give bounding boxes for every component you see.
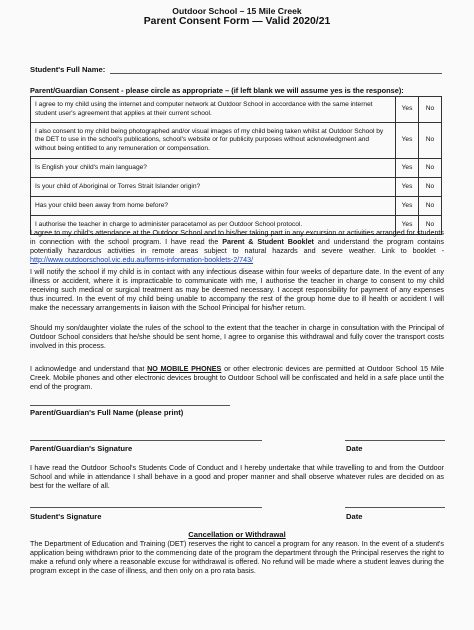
guardian-name-label: Parent/Guardian's Full Name (please print) <box>30 408 184 417</box>
guardian-signature-label: Parent/Guardian's Signature <box>30 444 133 453</box>
yes-option[interactable]: Yes <box>396 197 419 216</box>
consent-question: I also consent to my child being photographed and/or visual images of my child being taken whilst at Outdoor School by the DET to use in the school's publications, school's website or for publicity purposes without acknowledgment and without being entitled to any remuneration or compensation. <box>31 123 396 159</box>
table-row <box>31 97 442 123</box>
attendance-paragraph <box>30 229 444 265</box>
no-option[interactable]: No <box>419 197 442 216</box>
cancellation-paragraph: The Department of Education and Training (DET) reserves the right to cancel a program for any reason. In the event of a student's application being withdrawn prior to the commencing date of the program the department through the Principal reserves the right to make a refund only where a reasonable excuse for withdrawal is offered. No refund will be made where a student leaves during the program except in the case of illness, and then only on a pro rata basis. <box>30 540 444 575</box>
no-option[interactable]: No <box>419 123 442 159</box>
yes-option[interactable]: Yes <box>396 159 419 178</box>
yes-option[interactable]: Yes <box>396 123 419 159</box>
yes-option[interactable]: Yes <box>396 178 419 197</box>
guardian-name-field[interactable] <box>30 405 230 406</box>
form-title: Parent Consent Form — Valid 2020/21 <box>143 16 331 27</box>
consent-table <box>30 96 442 235</box>
form-subtitle: Outdoor School – 15 Mile Creek <box>172 6 302 16</box>
no-option[interactable]: No <box>419 216 442 235</box>
guardian-date-field[interactable] <box>345 440 445 441</box>
guardian-signature-field[interactable] <box>30 440 262 441</box>
consent-question: I agree to my child using the internet and computer network at Outdoor School in accordance with the same internet student user's agreement that applies at their current school. <box>31 97 396 123</box>
no-mobile-phones-notice: NO MOBILE PHONES <box>147 365 222 373</box>
no-option[interactable]: No <box>419 159 442 178</box>
booklet-link[interactable]: http://www.outdoorschool.vic.edu.au/forms-information-booklets-2/743/ <box>30 255 254 264</box>
medical-paragraph: I will notify the school if my child is in contact with any infectious disease within four weeks of departure date. In the event of any illness or accident, where it is impracticable to communicate with me, I authorise the teacher in charge to consent to my child receiving such medical or surgical treatment as may be deemed necessary. I accept responsibility for payment of any expenses thus incurred. In the event of my child being unable to accompany the rest of the group home due to ill health or accident I will make the necessary arrangements in liaison with the School Principal for his/her return. <box>30 268 444 312</box>
table-row <box>31 159 442 178</box>
date-label: Date <box>346 512 363 521</box>
consent-question: I authorise the teacher in charge to administer paracetamol as per Outdoor School protocol. <box>31 216 396 235</box>
yes-option[interactable]: Yes <box>396 97 419 123</box>
no-option[interactable]: No <box>419 178 442 197</box>
table-row <box>31 178 442 197</box>
student-name-label: Student's Full Name: <box>30 65 106 74</box>
student-name-field[interactable] <box>110 73 442 74</box>
attendance-text: I agree to my child's attendance at the Outdoor School and to his/her taking part in any excursion or activities arranged for students in connection with the school program. I have read the <box>30 229 444 246</box>
table-row <box>31 197 442 216</box>
student-signature-label: Student's Signature <box>30 512 102 521</box>
cancellation-title: Cancellation or Withdrawal <box>188 530 286 539</box>
phone-text-cont: or other electronic devices are permitted at Outdoor School 15 Mile Creek. Mobile phones and other electronic devices brought to Outdoor School will be confiscated and held in a safe place until the end of the program. <box>30 365 444 391</box>
behaviour-paragraph: Should my son/daughter violate the rules of the school to the extent that the teacher in charge in consultation with the Principal of Outdoor School considers that he/she should be sent home, I agree to organise this withdrawal and fully cover the transport costs involved in this process. <box>30 324 444 350</box>
yes-option[interactable]: Yes <box>396 216 419 235</box>
mobile-phone-paragraph <box>30 365 444 392</box>
phone-text: I acknowledge and understand that <box>30 365 148 373</box>
consent-question: Is English your child's main language? <box>31 159 396 178</box>
student-signature-field[interactable] <box>30 507 262 508</box>
code-of-conduct-paragraph: I have read the Outdoor School's Students Code of Conduct and I hereby undertake that while travelling to and from the Outdoor School and while in attendance I shall behave in a good and proper manner and shall observe whatever rules are decided on as best for the welfare of all. <box>30 464 444 490</box>
table-row <box>31 123 442 159</box>
student-date-field[interactable] <box>345 507 445 508</box>
consent-question: Is your child of Aboriginal or Torres Strait Islander origin? <box>31 178 396 197</box>
consent-heading: Parent/Guardian Consent - please circle as appropriate – (if left blank we will assume yes is the response): <box>30 86 404 95</box>
booklet-title: Parent & Student Booklet <box>222 237 314 246</box>
attendance-text-cont: and understand the program contains potentially hazardous activities in remote areas subject to natural hazards and severe weather. Link to booklet - <box>30 237 444 255</box>
consent-question: Has your child been away from home before? <box>31 197 396 216</box>
no-option[interactable]: No <box>419 97 442 123</box>
date-label: Date <box>346 444 363 453</box>
